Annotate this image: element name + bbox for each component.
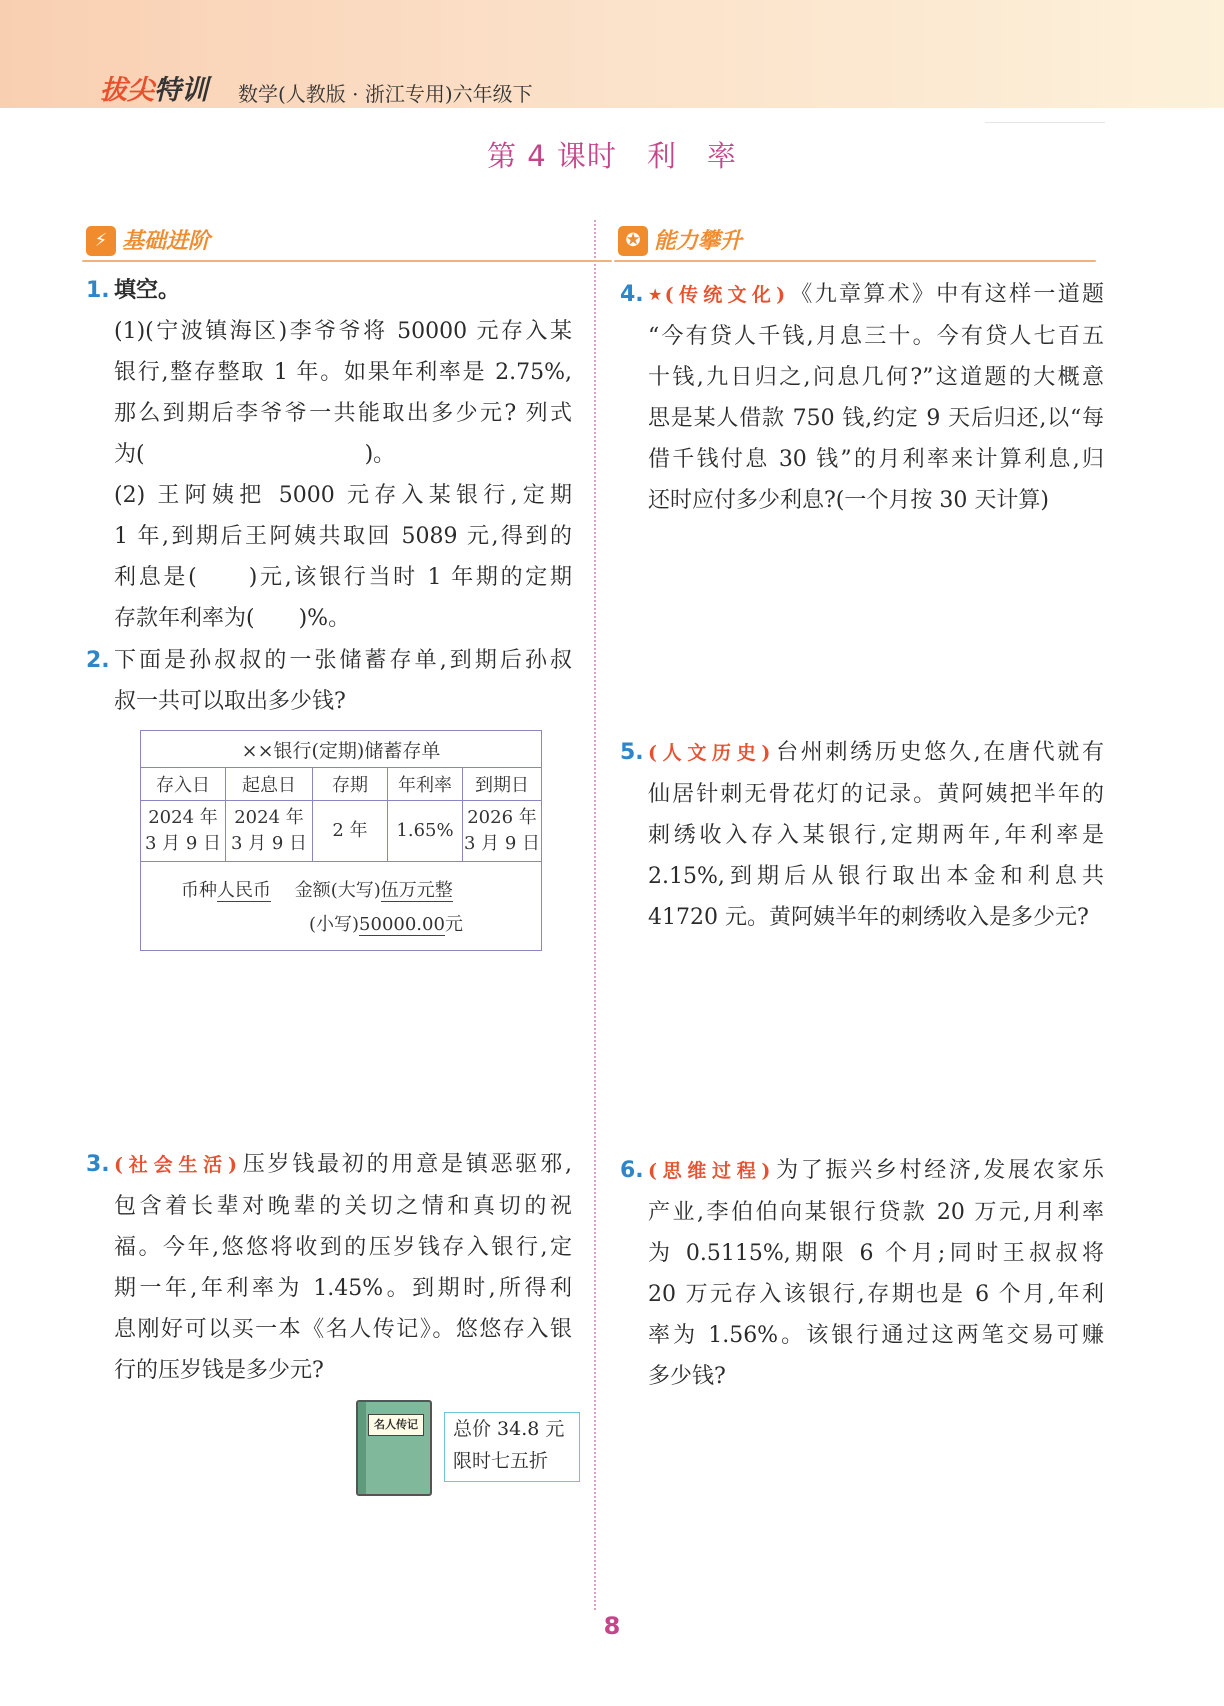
book-subtitle: 数学(人教版 · 浙江专用)六年级下 xyxy=(238,82,533,106)
answer-blank[interactable]: 为( )。 xyxy=(114,442,396,467)
slip-amount-lower: 50000.00 xyxy=(359,914,445,935)
slip-rate: 1.65% xyxy=(388,801,463,862)
price-discount: 限时七五折 xyxy=(453,1450,549,1472)
slip-header: 到期日 xyxy=(463,768,542,801)
question-4: 4. ★(传统文化)《九章算术》中有这样一道题 “今有贷人千钱,月息三十。今有贷人七百五 十钱,九日归之,问息几何?”这道题的大概意 思是某人借款 750 钱,约定 9 天后归还,以“每 借千钱付息 30 钱”的月利率来计算利息,归 还时应付多少利息?(一个月按 30 天计算) xyxy=(648,274,1104,521)
slip-header: 年利率 xyxy=(388,768,463,801)
question-number: 4. xyxy=(620,282,644,307)
slip-title: ××银行(定期)储蓄存单 xyxy=(141,731,542,768)
slip-amount: 币种人民币 金额(大写)伍万元整 (小写)50000.00元 xyxy=(141,862,542,951)
section-advanced-underline xyxy=(614,260,1096,262)
brand-logo: 拔尖特训 xyxy=(100,75,208,106)
slip-header: 起息日 xyxy=(226,768,313,801)
question-1-title: 填空。 xyxy=(114,278,181,303)
header-rule xyxy=(985,122,1105,123)
slip-deposit-date: 2024 年 3 月 9 日 xyxy=(141,801,226,862)
question-tag: (思维过程) xyxy=(648,1160,774,1182)
answer-blank[interactable]: 存款年利率为( )%。 xyxy=(114,606,351,631)
section-basic-label: 基础进阶 xyxy=(122,229,211,254)
section-basic xyxy=(86,222,572,262)
section-basic-underline xyxy=(82,260,612,262)
price-total: 总价 34.8 元 xyxy=(453,1418,565,1440)
question-tag: (人文历史) xyxy=(648,742,774,764)
section-advanced xyxy=(618,222,1104,262)
book-spine xyxy=(358,1402,366,1494)
slip-header: 存入日 xyxy=(141,768,226,801)
slip-amount-upper: 伍万元整 xyxy=(380,880,453,901)
question-3: 3. (社会生活)压岁钱最初的用意是镇恶驱邪, 包含着长辈对晚辈的关切之情和真切的祝 福。今年,悠悠将收到的压岁钱存入银行,定 期一年,年利率为 1.45%。到期时,所得利 息刚好可以买一本《名人传记》。悠悠存入银 行的压岁钱是多少元? xyxy=(114,1144,572,1391)
slip-maturity: 2026 年 3 月 9 日 xyxy=(463,801,542,862)
question-1: 1. 填空。 (1)(宁波镇海区)李爷爷将 50000 元存入某 银行,整存整取 1 年。如果年利率是 2.75%, 那么到期后李爷爷一共能取出多少元? 列式 为( )。 (2) 王阿姨把 5000 元存入某银行,定期 1 年,到期后王阿姨共取回 5089 元,得到的 利息是( )元,该银行当时 1 年期的定期 存款年利率为( )%。 xyxy=(114,270,572,639)
book-illustration xyxy=(356,1400,432,1496)
question-number: 3. xyxy=(86,1152,110,1177)
question-number: 6. xyxy=(620,1158,644,1183)
question-2: 2. 下面是孙叔叔的一张储蓄存单,到期后孙叔 叔一共可以取出多少钱? xyxy=(114,640,572,722)
question-tag: (社会生活) xyxy=(114,1154,240,1176)
page-number: 8 xyxy=(603,1612,621,1640)
price-box xyxy=(444,1412,580,1482)
question-number: 5. xyxy=(620,740,644,765)
section-advanced-label: 能力攀升 xyxy=(654,229,743,254)
slip-term: 2 年 xyxy=(313,801,388,862)
question-tag: (传统文化) xyxy=(664,284,789,306)
question-6: 6. (思维过程)为了振兴乡村经济,发展农家乐 产业,李伯伯向某银行贷款 20 万元,月利率 为 0.5115%,期限 6 个月;同时王叔叔将 20 万元存入该银行,存期也是 6 个月,年利 率为 1.56%。该银行通过这两笔交易可赚 多少钱? xyxy=(648,1150,1104,1397)
slip-currency: 人民币 xyxy=(217,880,271,901)
lesson-title: 第 4 课时 利 率 xyxy=(487,139,737,173)
book-label: 名人传记 xyxy=(368,1414,424,1436)
slip-header: 存期 xyxy=(313,768,388,801)
page-header xyxy=(0,0,1224,108)
deposit-slip xyxy=(140,730,542,951)
question-number: 2. xyxy=(86,648,110,673)
question-5: 5. (人文历史)台州刺绣历史悠久,在唐代就有 仙居针刺无骨花灯的记录。黄阿姨把半年的 刺绣收入存入某银行,定期两年,年利率是 2.15%,到期后从银行取出本金和利息共 41720 元。黄阿姨半年的刺绣收入是多少元? xyxy=(648,732,1104,938)
running-person-icon: ⚡ xyxy=(86,226,116,256)
climbing-person-icon: ✪ xyxy=(618,226,648,256)
column-divider xyxy=(594,220,596,1610)
star-icon: ★ xyxy=(648,285,665,304)
question-number: 1. xyxy=(86,278,110,303)
slip-interest-start: 2024 年 3 月 9 日 xyxy=(226,801,313,862)
